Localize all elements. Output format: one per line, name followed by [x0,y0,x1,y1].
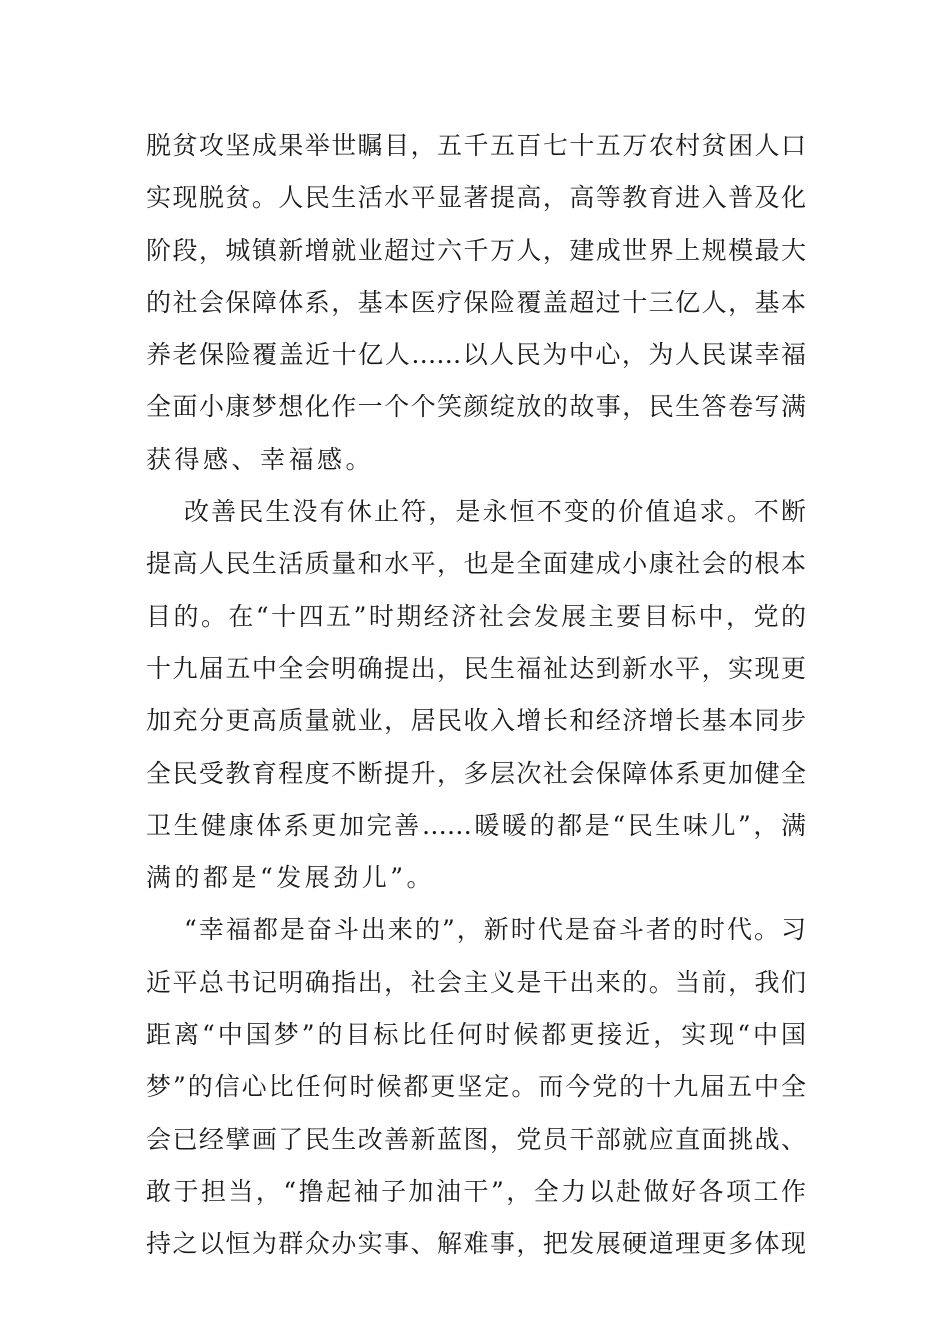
text-line: 距离“中国梦”的目标比任何时候都更接近，实现“中国 [146,1020,806,1050]
document-body [146,126,806,1277]
text-line: 的社会保障体系，基本医疗保险覆盖超过十三亿人，基本 [146,287,806,317]
text-line: 十九届五中全会明确提出，民生福祉达到新水平，实现更 [146,653,806,683]
text-line: 获得感、幸福感。 [146,444,375,474]
text-line: 目的。在“十四五”时期经济社会发展主要目标中，党的 [146,601,806,631]
text-line: 满的都是“发展劲儿”。 [146,863,436,893]
text-line: 加充分更高质量就业，居民收入增长和经济增长基本同步 [146,706,806,736]
text-line: 持之以恒为群众办实事、解难事，把发展硬道理更多体现 [146,1229,806,1259]
text-line: 阶段，城镇新增就业超过六千万人，建成世界上规模最大 [146,235,806,265]
text-line: 卫生健康体系更加完善……暖暖的都是“民生味儿”，满 [146,810,806,840]
text-line: 敢于担当，“撸起袖子加油干”，全力以赴做好各项工作 [146,1176,806,1206]
text-line: 养老保险覆盖近十亿人……以人民为中心，为人民谋幸福 [146,340,806,370]
text-line: 全民受教育程度不断提升，多层次社会保障体系更加健全 [146,758,806,788]
text-line: 近平总书记明确指出，社会主义是干出来的。当前，我们 [146,967,806,997]
text-line: “幸福都是奋斗出来的”，新时代是奋斗者的时代。习 [184,915,806,945]
text-line: 梦”的信心比任何时候都更坚定。而今党的十九届五中全 [146,1072,806,1102]
text-line: 会已经擘画了民生改善新蓝图，党员干部就应直面挑战、 [146,1124,806,1154]
text-line: 改善民生没有休止符，是永恒不变的价值追求。不断 [184,497,806,527]
text-line: 全面小康梦想化作一个个笑颜绽放的故事，民生答卷写满 [146,392,806,422]
text-line: 提高人民生活质量和水平，也是全面建成小康社会的根本 [146,549,806,579]
text-line: 实现脱贫。人民生活水平显著提高，高等教育进入普及化 [146,183,806,213]
text-line: 脱贫攻坚成果举世瞩目，五千五百七十五万农村贫困人口 [146,131,806,160]
